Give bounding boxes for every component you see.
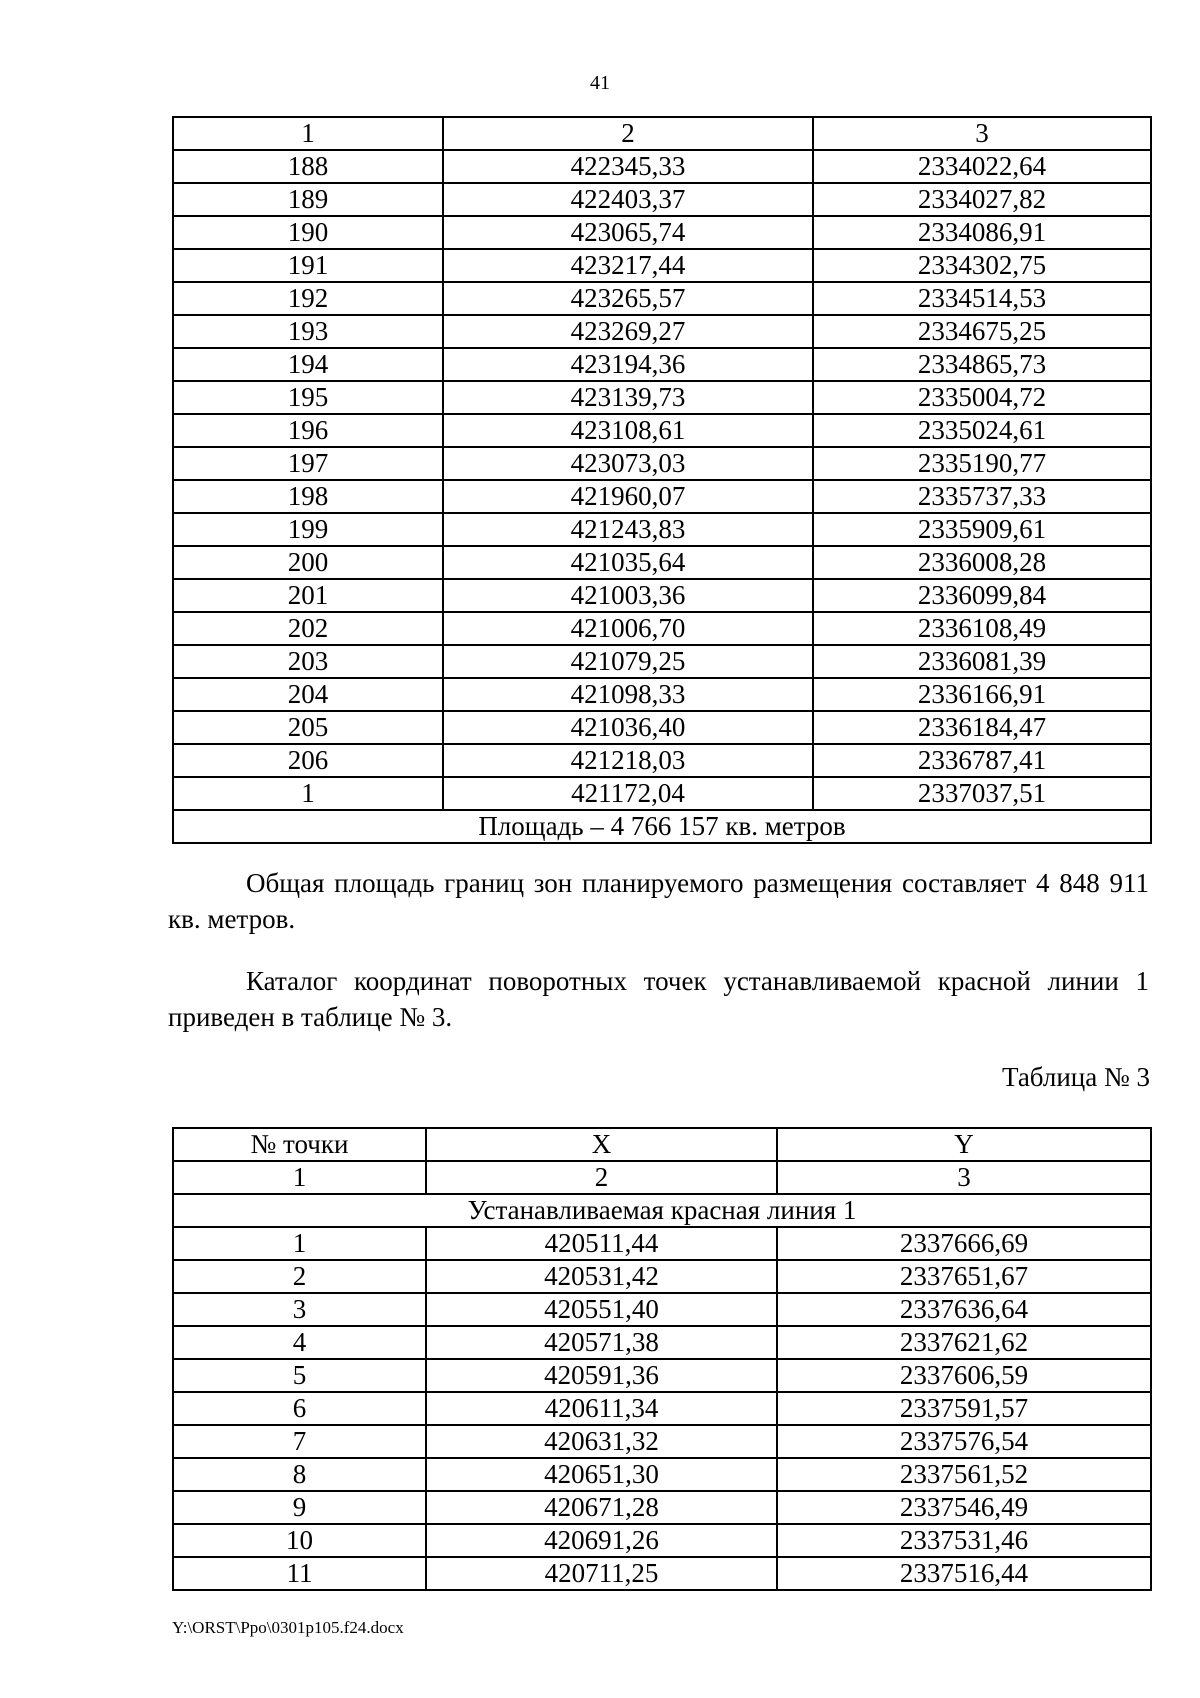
x-coordinate-cell: 423108,61 [443,414,813,447]
point-number-cell: 192 [173,282,443,315]
point-number-cell: 193 [173,315,443,348]
y-coordinate-cell: 2336108,49 [813,612,1151,645]
y-coordinate-cell: 2337531,46 [777,1524,1151,1557]
x-coordinate-cell: 420511,44 [426,1227,777,1260]
point-number-cell: 203 [173,645,443,678]
x-coordinate-cell: 421036,40 [443,711,813,744]
table-row [173,1557,1151,1590]
table-header-row [173,117,1151,150]
x-coordinate-cell: 421079,25 [443,645,813,678]
table-row [173,1260,1151,1293]
point-number-cell: 1 [173,777,443,810]
y-coordinate-cell: 2336008,28 [813,546,1151,579]
header-y: Y [777,1128,1151,1161]
x-coordinate-cell: 421003,36 [443,579,813,612]
y-coordinate-cell: 2334086,91 [813,216,1151,249]
point-number-cell: 6 [173,1392,426,1425]
table-row [173,1524,1151,1557]
coordinates-table-continued [172,116,1152,844]
x-coordinate-cell: 423139,73 [443,381,813,414]
column-number-3: 3 [813,117,1151,150]
y-coordinate-cell: 2337591,57 [777,1392,1151,1425]
table-row [173,150,1151,183]
y-coordinate-cell: 2337621,62 [777,1326,1151,1359]
section-title-row [173,1194,1151,1227]
x-coordinate-cell: 423265,57 [443,282,813,315]
table-row [173,678,1151,711]
x-coordinate-cell: 423217,44 [443,249,813,282]
table-row [173,579,1151,612]
column-number-2: 2 [443,117,813,150]
y-coordinate-cell: 2334027,82 [813,183,1151,216]
table-row [173,414,1151,447]
y-coordinate-cell: 2334302,75 [813,249,1151,282]
y-coordinate-cell: 2337516,44 [777,1557,1151,1590]
column-number-1: 1 [173,1161,426,1194]
table-row [173,546,1151,579]
x-coordinate-cell: 420571,38 [426,1326,777,1359]
x-coordinate-cell: 420691,26 [426,1524,777,1557]
y-coordinate-cell: 2337666,69 [777,1227,1151,1260]
table-numbering-row [173,1161,1151,1194]
table-row [173,1491,1151,1524]
point-number-cell: 199 [173,513,443,546]
column-number-1: 1 [173,117,443,150]
y-coordinate-cell: 2336081,39 [813,645,1151,678]
y-coordinate-cell: 2337561,52 [777,1458,1151,1491]
point-number-cell: 206 [173,744,443,777]
y-coordinate-cell: 2334514,53 [813,282,1151,315]
x-coordinate-cell: 421243,83 [443,513,813,546]
total-area-paragraph [168,865,1149,937]
table-row [173,645,1151,678]
y-coordinate-cell: 2337037,51 [813,777,1151,810]
point-number-cell: 7 [173,1425,426,1458]
header-point-number: № точки [173,1128,426,1161]
x-coordinate-cell: 420591,36 [426,1359,777,1392]
x-coordinate-cell: 420671,28 [426,1491,777,1524]
y-coordinate-cell: 2335004,72 [813,381,1151,414]
table-row [173,513,1151,546]
footer-file-path: Y:\ORST\Ppo\0301p105.f24.docx [172,1618,404,1637]
point-number-cell: 188 [173,150,443,183]
table-row [173,183,1151,216]
table-row [173,249,1151,282]
point-number-cell: 189 [173,183,443,216]
point-number-cell: 200 [173,546,443,579]
x-coordinate-cell: 420531,42 [426,1260,777,1293]
point-number-cell: 198 [173,480,443,513]
point-number-cell: 190 [173,216,443,249]
table-row [173,777,1151,810]
table-row [173,711,1151,744]
catalog-reference-paragraph [168,963,1149,1035]
y-coordinate-cell: 2337606,59 [777,1359,1151,1392]
x-coordinate-cell: 421035,64 [443,546,813,579]
header-x: X [426,1128,777,1161]
y-coordinate-cell: 2335190,77 [813,447,1151,480]
point-number-cell: 194 [173,348,443,381]
point-number-cell: 197 [173,447,443,480]
x-coordinate-cell: 421172,04 [443,777,813,810]
x-coordinate-cell: 420551,40 [426,1293,777,1326]
point-number-cell: 191 [173,249,443,282]
point-number-cell: 5 [173,1359,426,1392]
x-coordinate-cell: 423065,74 [443,216,813,249]
x-coordinate-cell: 420651,30 [426,1458,777,1491]
y-coordinate-cell: 2337576,54 [777,1425,1151,1458]
y-coordinate-cell: 2337546,49 [777,1491,1151,1524]
y-coordinate-cell: 2336787,41 [813,744,1151,777]
point-number-cell: 3 [173,1293,426,1326]
point-number-cell: 8 [173,1458,426,1491]
x-coordinate-cell: 420611,34 [426,1392,777,1425]
point-number-cell: 10 [173,1524,426,1557]
column-number-2: 2 [426,1161,777,1194]
table-row [173,1458,1151,1491]
y-coordinate-cell: 2334675,25 [813,315,1151,348]
table-row [173,282,1151,315]
point-number-cell: 205 [173,711,443,744]
point-number-cell: 9 [173,1491,426,1524]
x-coordinate-cell: 423194,36 [443,348,813,381]
total-area-text: Общая площадь границ зон планируемого размещения составляет 4 848 911 кв. метров. [168,868,1149,934]
y-coordinate-cell: 2335737,33 [813,480,1151,513]
table-row [173,1359,1151,1392]
table3-caption: Таблица № 3 [1002,1062,1150,1092]
y-coordinate-cell: 2335909,61 [813,513,1151,546]
point-number-cell: 201 [173,579,443,612]
x-coordinate-cell: 423269,27 [443,315,813,348]
catalog-reference-text: Каталог координат поворотных точек устанавливаемой красной линии 1 приведен в таблице № 3. [168,966,1149,1032]
y-coordinate-cell: 2337651,67 [777,1260,1151,1293]
table-row [173,447,1151,480]
red-line-coordinates-table [172,1127,1152,1591]
table-row [173,480,1151,513]
y-coordinate-cell: 2337636,64 [777,1293,1151,1326]
y-coordinate-cell: 2335024,61 [813,414,1151,447]
x-coordinate-cell: 420711,25 [426,1557,777,1590]
table-row [173,1326,1151,1359]
x-coordinate-cell: 422403,37 [443,183,813,216]
page-number: 41 [590,72,610,94]
table-row [173,348,1151,381]
table-row [173,1392,1151,1425]
table-row [173,612,1151,645]
column-number-3: 3 [777,1161,1151,1194]
y-coordinate-cell: 2334022,64 [813,150,1151,183]
x-coordinate-cell: 421098,33 [443,678,813,711]
y-coordinate-cell: 2336184,47 [813,711,1151,744]
section-title: Устанавливаемая красная линия 1 [173,1194,1151,1227]
y-coordinate-cell: 2336099,84 [813,579,1151,612]
area-row [173,810,1151,843]
point-number-cell: 204 [173,678,443,711]
y-coordinate-cell: 2334865,73 [813,348,1151,381]
point-number-cell: 1 [173,1227,426,1260]
x-coordinate-cell: 423073,03 [443,447,813,480]
table-row [173,315,1151,348]
x-coordinate-cell: 420631,32 [426,1425,777,1458]
point-number-cell: 202 [173,612,443,645]
point-number-cell: 196 [173,414,443,447]
table-row [173,1425,1151,1458]
x-coordinate-cell: 421218,03 [443,744,813,777]
y-coordinate-cell: 2336166,91 [813,678,1151,711]
point-number-cell: 2 [173,1260,426,1293]
point-number-cell: 11 [173,1557,426,1590]
x-coordinate-cell: 422345,33 [443,150,813,183]
table-row [173,381,1151,414]
x-coordinate-cell: 421006,70 [443,612,813,645]
table-header-row [173,1128,1151,1161]
point-number-cell: 4 [173,1326,426,1359]
table-row [173,1293,1151,1326]
table-row [173,216,1151,249]
x-coordinate-cell: 421960,07 [443,480,813,513]
table-row [173,744,1151,777]
table-row [173,1227,1151,1260]
area-total: Площадь – 4 766 157 кв. метров [173,810,1151,843]
point-number-cell: 195 [173,381,443,414]
